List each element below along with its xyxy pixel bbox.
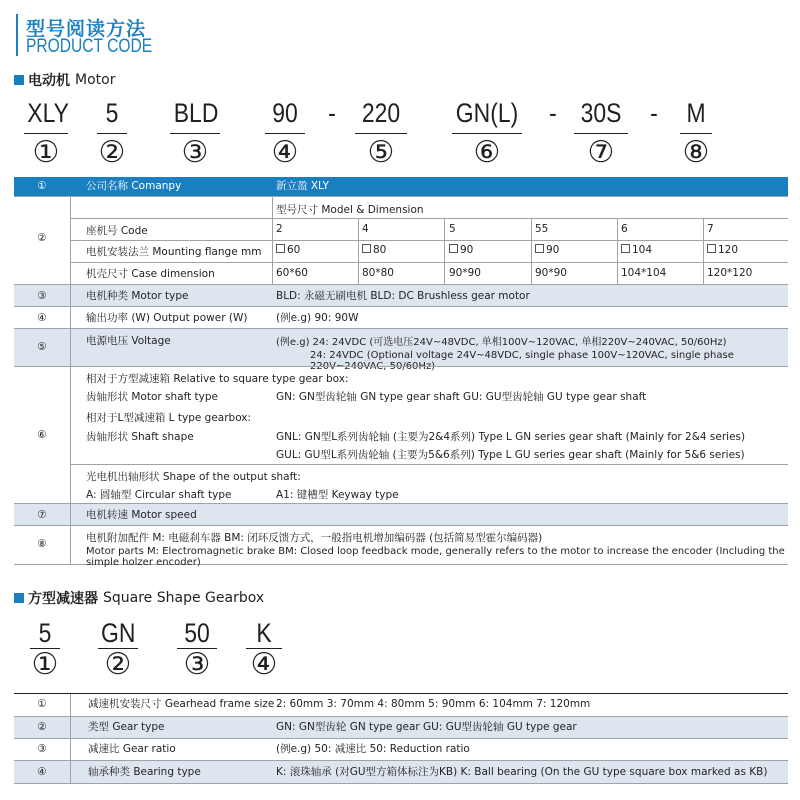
title-accent-bar (16, 14, 18, 56)
row-value: 新立盈 XLY (276, 180, 329, 192)
table-row (14, 760, 788, 784)
case-label: 机壳尺寸 Case dimension (86, 268, 215, 280)
row-number: ① (37, 180, 47, 192)
motor-code-token: M (686, 98, 706, 128)
page-title-en: PRODUCT CODE (26, 36, 153, 57)
square-icon (535, 244, 544, 253)
motor-code-token: GN(L) (455, 98, 519, 128)
code-label: 座机号 Code (86, 225, 148, 237)
motor-code-dash: - (549, 98, 557, 128)
flange-label: 电机安装法兰 Mounting flange mm (86, 246, 262, 258)
divider (703, 218, 704, 284)
row-value: (例e.g) 24: 24VDC (可选电压24V~48VDC, 单相100V~120VAC, 单相220V~240VAC, 50/60Hz) (276, 337, 727, 348)
motor-section-en: Motor (75, 72, 116, 88)
code-underline (452, 133, 522, 134)
row-line: 光电机出轴形状 Shape of the output shaft: (86, 471, 301, 483)
row-line: Motor parts M: Electromagnetic brake BM: Closed loop feedback mode, generally refers to the motor to increase the encoder (Including the simple holzer encoder) (86, 546, 785, 568)
code-value: 4 (362, 223, 369, 235)
code-underline (355, 133, 407, 134)
divider (70, 694, 71, 783)
row-label: 减速比 Gear ratio (88, 743, 176, 755)
code-underline (24, 133, 68, 134)
table-row (14, 694, 788, 715)
code-value: 2 (276, 223, 283, 235)
row-number: ④ (37, 766, 47, 778)
motor-code-number: ① (32, 135, 60, 170)
divider (531, 218, 532, 284)
table-row (14, 503, 788, 526)
square-icon (449, 244, 458, 253)
row-number: ④ (37, 312, 47, 324)
model-dimension-title: 型号尺寸 Model & Dimension (276, 204, 424, 216)
motor-code-number: ⑥ (473, 135, 501, 170)
gearbox-section-heading (14, 588, 264, 608)
case-value: 104*104 (621, 267, 667, 279)
divider (444, 218, 445, 284)
row-label: 减速机安装尺寸 Gearhead frame size (88, 698, 275, 710)
row-label: 输出功率 (W) Output power (W) (86, 312, 248, 324)
gearbox-code-token: 50 (184, 618, 210, 648)
row-line: GN: GN型齿轮轴 GN type gear shaft GU: GU型齿轮轴 GU type gear shaft (276, 391, 647, 403)
gearbox-code-number: ④ (250, 647, 278, 682)
flange-value: 90 (449, 244, 473, 256)
motor-code-number: ⑤ (367, 135, 395, 170)
motor-code-dash: - (650, 98, 658, 128)
row-value: K: 滚珠轴承 (对GU型方箱体标注为KB) K: Ball bearing (On the GU type square box marked as KB) (276, 766, 768, 778)
table-row (14, 525, 788, 568)
row-line: GUL: GU型L系列齿轮轴 (主要为5&6系列) Type L GU series gear shaft (Mainly for 5&6 series) (276, 449, 745, 461)
row-label: 类型 Gear type (88, 721, 165, 733)
divider (358, 218, 359, 284)
row-number: ③ (37, 290, 47, 302)
row-line: GNL: GN型L系列齿轮轴 (主要为2&4系列) Type L GN series gear shaft (Mainly for 2&4 series) (276, 431, 746, 443)
motor-code-token: BLD (173, 98, 219, 128)
table-row (14, 306, 788, 329)
gearbox-code-token: GN (101, 618, 136, 648)
gearbox-section-en: Square Shape Gearbox (103, 590, 265, 606)
case-value: 120*120 (707, 267, 753, 279)
gearbox-code-number: ② (104, 647, 132, 682)
case-value: 80*80 (362, 267, 394, 279)
page-title-cn: 型号阅读方法 (26, 18, 147, 40)
divider (70, 262, 788, 263)
motor-code-number: ⑧ (682, 135, 710, 170)
row-number: ⑥ (37, 429, 47, 441)
flange-value: 60 (276, 244, 300, 256)
code-value: 55 (535, 223, 549, 235)
table-row (14, 328, 788, 372)
motor-section-heading (14, 70, 115, 90)
row-value: (例e.g) 90: 90W (276, 312, 359, 324)
table-row (14, 177, 788, 196)
row-line: 相对于L型减速箱 L type gearbox: (86, 412, 252, 424)
row-number: ⑦ (37, 509, 47, 521)
square-icon (707, 244, 716, 253)
code-value: 7 (707, 223, 714, 235)
gearbox-section-cn: 方型减速器 (28, 591, 98, 607)
motor-code-number: ② (98, 135, 126, 170)
divider (617, 218, 618, 284)
gearbox-code-token: K (256, 618, 272, 648)
row-label: 电机种类 Motor type (86, 290, 189, 302)
code-underline (574, 133, 628, 134)
motor-code-token: 5 (105, 98, 119, 128)
case-value: 90*90 (449, 267, 481, 279)
row-value: GN: GN型齿轮 GN type gear GU: GU型齿轮轴 GU type gear (276, 721, 577, 733)
section-marker-icon (14, 75, 24, 85)
row-value: 2: 60mm 3: 70mm 4: 80mm 5: 90mm 6: 104mm 7: 120mm (276, 698, 591, 710)
motor-code-token: 220 (361, 98, 401, 128)
square-icon (362, 244, 371, 253)
row-number: ② (37, 232, 47, 244)
row-number: ⑤ (37, 341, 47, 353)
motor-code-dash: - (328, 98, 336, 128)
code-underline (680, 133, 712, 134)
code-value: 6 (621, 223, 628, 235)
flange-value: 80 (362, 244, 386, 256)
table-row (14, 366, 788, 504)
row-line: 电机附加配件 M: 电磁刹车器 BM: 闭环反馈方式，一般指电机增加编码器 (包括简易型霍尔编码器) (86, 532, 543, 544)
motor-code-token: 30S (580, 98, 622, 128)
row-label: 公司名称 Comanpy (86, 180, 182, 192)
row-line: 齿轴形状 Motor shaft type (86, 391, 218, 403)
table-row (14, 284, 788, 307)
row-number: ② (37, 721, 47, 733)
divider (70, 284, 71, 564)
divider (70, 240, 788, 241)
gearbox-code-token: 5 (38, 618, 52, 648)
row-number: ⑧ (37, 538, 47, 550)
code-underline (265, 133, 305, 134)
motor-code-number: ③ (181, 135, 209, 170)
motor-code-number: ④ (271, 135, 299, 170)
row-number: ③ (37, 743, 47, 755)
row-number: ① (37, 698, 47, 710)
row-line: A: 圆轴型 Circular shaft type (86, 489, 232, 501)
gearbox-code-number: ① (31, 647, 59, 682)
row-label: 电机转速 Motor speed (86, 509, 197, 521)
table-row (14, 738, 788, 760)
row-value: BLD: 永磁无刷电机 BLD: DC Brushless gear motor (276, 290, 530, 302)
code-underline (97, 133, 127, 134)
divider (70, 218, 788, 219)
row-line: 齿轴形状 Shaft shape (86, 431, 194, 443)
flange-value: 90 (535, 244, 559, 256)
code-underline (170, 133, 220, 134)
motor-code-number: ⑦ (587, 135, 615, 170)
row-label: 轴承种类 Bearing type (88, 766, 201, 778)
flange-value: 104 (621, 244, 652, 256)
square-icon (276, 244, 285, 253)
row-line: 相对于方型减速箱 Relative to square type gear box: (86, 373, 349, 385)
case-value: 90*90 (535, 267, 567, 279)
row-line: A1: 键槽型 Keyway type (276, 489, 399, 501)
row-label: 电源电压 Voltage (86, 335, 171, 347)
table-row (14, 716, 788, 738)
divider (70, 464, 788, 465)
section-marker-icon (14, 593, 24, 603)
row-value: (例e.g) 50: 减速比 50: Reduction ratio (276, 743, 470, 755)
gearbox-code-number: ③ (183, 647, 211, 682)
motor-code-token: XLY (27, 98, 69, 128)
motor-section-cn: 电动机 (28, 73, 70, 89)
motor-code-token: 90 (272, 98, 298, 128)
square-icon (621, 244, 630, 253)
code-value: 5 (449, 223, 456, 235)
case-value: 60*60 (276, 267, 308, 279)
row-value: 24: 24VDC (Optional voltage 24V~48VDC, single phase 100V~120VAC, single phase 220V~240VAC, 50/60Hz) (310, 350, 734, 372)
flange-value: 120 (707, 244, 738, 256)
